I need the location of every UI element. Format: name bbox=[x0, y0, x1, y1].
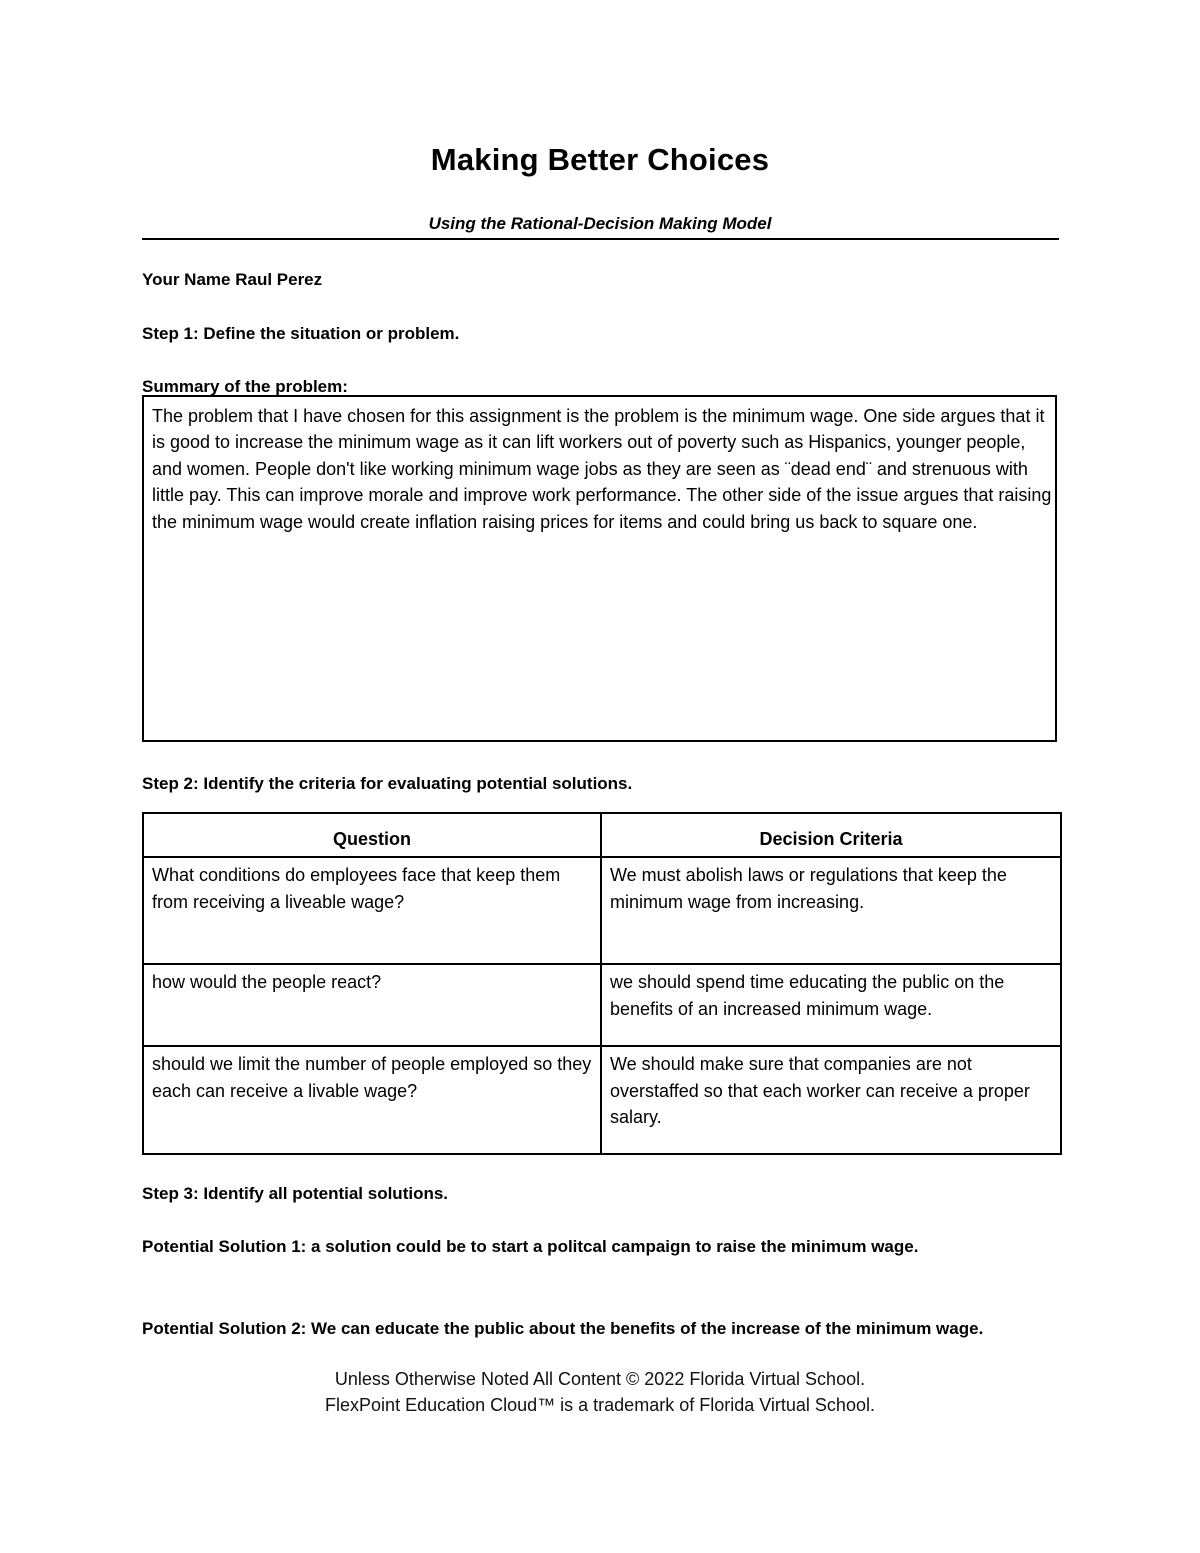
potential-solution-2: Potential Solution 2: We can educate the public about the benefits of the increase of the minimum wage. bbox=[142, 1319, 984, 1338]
summary-text: The problem that I have chosen for this assignment is the problem is the minimum wage. One side argues that it is good to increase the minimum wage as it can lift workers out of poverty such as Hispanics, younger people, and women. People don't like working minimum wage jobs as they are seen as ¨dead end¨ and strenuous with little pay. This can improve morale and improve work performance. The other side of the issue argues that raising the minimum wage would create inflation raising prices for items and could bring us back to square one. bbox=[152, 406, 1052, 532]
column-header-criteria: Decision Criteria bbox=[601, 813, 1061, 857]
step3-heading: Step 3: Identify all potential solutions. bbox=[142, 1184, 449, 1203]
table-row bbox=[143, 964, 1061, 1046]
footer-copyright: Unless Otherwise Noted All Content © 2022 Florida Virtual School. bbox=[334, 1369, 866, 1389]
criteria-table bbox=[142, 812, 1062, 1155]
criteria-cell: we should spend time educating the public on the benefits of an increased minimum wage. bbox=[601, 964, 1061, 1046]
potential-solution-1: Potential Solution 1: a solution could be to start a politcal campaign to raise the minimum wage. bbox=[142, 1237, 919, 1256]
footer bbox=[0, 1366, 1200, 1418]
criteria-cell: We must abolish laws or regulations that keep the minimum wage from increasing. bbox=[601, 857, 1061, 964]
criteria-cell: We should make sure that companies are not overstaffed so that each worker can receive a proper salary. bbox=[601, 1046, 1061, 1154]
question-cell: how would the people react? bbox=[143, 964, 601, 1046]
step2-heading: Step 2: Identify the criteria for evaluating potential solutions. bbox=[142, 774, 633, 793]
summary-box bbox=[142, 395, 1057, 742]
title-divider bbox=[142, 238, 1059, 240]
step1-heading: Step 1: Define the situation or problem. bbox=[142, 324, 460, 343]
footer-trademark: FlexPoint Education Cloud™ is a trademark of Florida Virtual School. bbox=[325, 1395, 875, 1415]
table-row bbox=[143, 1046, 1061, 1154]
question-cell: What conditions do employees face that keep them from receiving a liveable wage? bbox=[143, 857, 601, 964]
page-title: Making Better Choices bbox=[430, 142, 770, 177]
column-header-question: Question bbox=[143, 813, 601, 857]
table-header-row bbox=[143, 813, 1061, 857]
question-cell: should we limit the number of people employed so they each can receive a livable wage? bbox=[143, 1046, 601, 1154]
table-row bbox=[143, 857, 1061, 964]
summary-label: Summary of the problem: bbox=[142, 377, 348, 396]
name-line: Your Name Raul Perez bbox=[142, 270, 323, 289]
page-subtitle: Using the Rational-Decision Making Model bbox=[428, 214, 772, 233]
